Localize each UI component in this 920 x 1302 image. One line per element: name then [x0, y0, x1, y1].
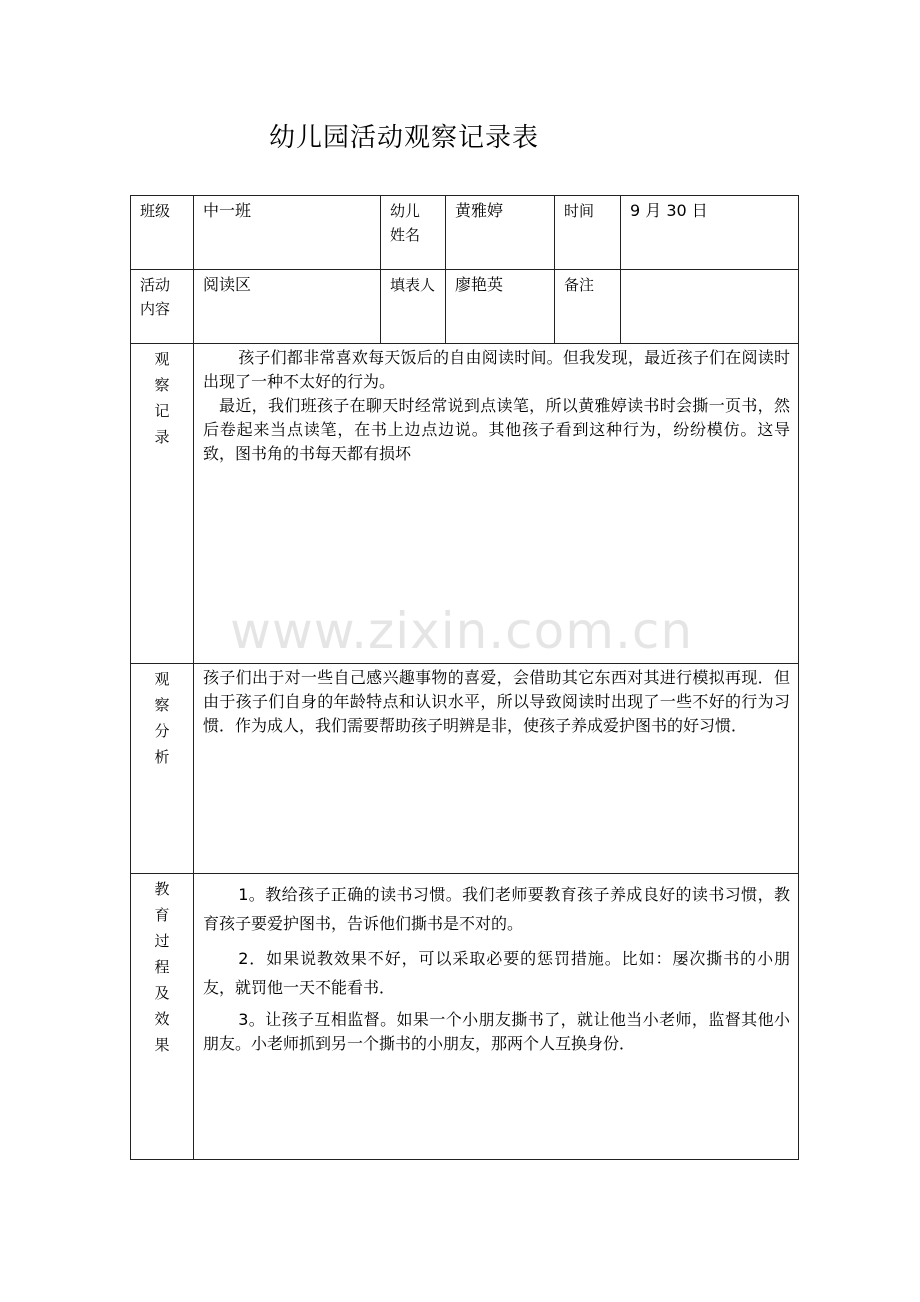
- education-item-1: 1。教给孩子正确的读书习惯。我们老师要教育孩子养成良好的读书习惯，教育孩子要爱护图书，告诉他们撕书是不对的。: [203, 885, 790, 933]
- education-process-row: [131, 874, 799, 1160]
- time-value: 9 月 30 日: [621, 196, 799, 270]
- observation-record-label: 观 察 记 录: [131, 344, 194, 664]
- note-value: [621, 270, 799, 344]
- watermark: www.zixin.com.cn: [230, 602, 694, 660]
- education-item-3: 3。让孩子互相监督。如果一个小朋友撕书了，就让他当小老师，监督其他小朋友。小老师抓到另一个撕书的小朋友，那两个人互换身份．: [203, 1010, 790, 1053]
- observation-analysis-row: [131, 664, 799, 874]
- child-name-label: 幼儿 姓名: [381, 196, 446, 270]
- observation-record-row: [131, 344, 799, 664]
- record-paragraph-1: 孩子们都非常喜欢每天饭后的自由阅读时间。但我发现，最近孩子们在阅读时出现了一种不太好的行为。: [203, 348, 790, 391]
- note-label: 备注: [555, 270, 621, 344]
- filler-label: 填表人: [381, 270, 446, 344]
- time-label: 时间: [555, 196, 621, 270]
- analysis-paragraph: 孩子们出于对一些自己感兴趣事物的喜爱，会借助其它东西对其进行模拟再现．但由于孩子们自身的年龄特点和认识水平，所以导致阅读时出现了一些不好的行为习惯．作为成人，我们需要帮助孩子明辨是非，使孩子养成爱护图书的好习惯．: [203, 668, 790, 735]
- class-label: 班级: [131, 196, 194, 270]
- activity-content-label: 活动 内容: [131, 270, 194, 344]
- activity-content-value: 阅读区: [194, 270, 381, 344]
- page-title: 幼儿园活动观察记录表: [268, 123, 539, 153]
- header-row-1: [131, 196, 799, 270]
- class-value: 中一班: [194, 196, 381, 270]
- child-name-value: 黄雅婷: [446, 196, 555, 270]
- education-process-label: 教 育 过 程 及 效 果: [131, 874, 194, 1160]
- observation-analysis-label: 观 察 分 析: [131, 664, 194, 874]
- observation-analysis-content: [194, 664, 799, 874]
- observation-record-content: [194, 344, 799, 664]
- education-process-content: [194, 874, 799, 1160]
- header-row-2: [131, 270, 799, 344]
- education-item-2: 2．如果说教效果不好，可以采取必要的惩罚措施。比如：屡次撕书的小朋友，就罚他一天不能看书．: [203, 949, 790, 997]
- filler-value: 廖艳英: [446, 270, 555, 344]
- observation-record-table: [130, 195, 799, 1160]
- record-paragraph-2: 最近，我们班孩子在聊天时经常说到点读笔，所以黄雅婷读书时会撕一页书，然后卷起来当点读笔，在书上边点边说。其他孩子看到这种行为，纷纷模仿。这导致，图书角的书每天都有损坏: [203, 396, 790, 463]
